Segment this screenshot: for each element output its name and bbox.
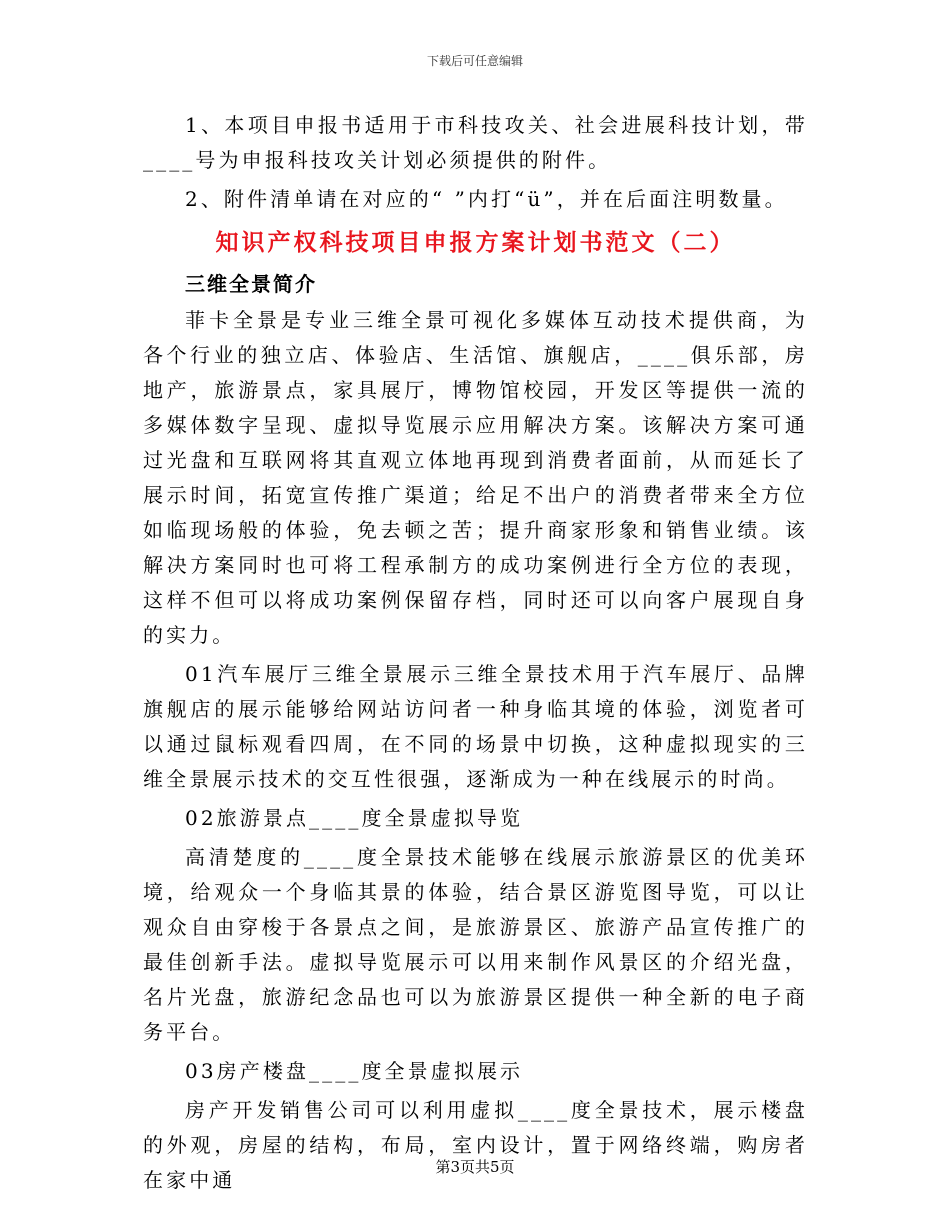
document-body — [143, 108, 808, 1198]
note-1: 1、本项目申报书适用于市科技攻关、社会进展科技计划，带____号为申报科技攻关计划必须提供的附件。 — [143, 113, 808, 172]
paragraph-intro: 菲卡全景是专业三维全景可视化多媒体互动技术提供商，为各个行业的独立店、体验店、生活馆、旗舰店，____俱乐部，房地产，旅游景点，家具展厅，博物馆校园，开发区等提供一流的多媒体数字呈现、虚拟导览展示应用解决方案。该解决方案可通过光盘和互联网将其直观立体地再现到消费者面前，从而延长了展示时间，拓宽宣传推广渠道；给足不出户的消费者带来全方位如临现场般的体验，免去顿之苦；提升商家形象和销售业绩。该解决方案同时也可将工程承制方的成功案例进行全方位的表现，这样不但可以将成功案例保留存档，同时还可以向客户展现自身的实力。 — [143, 308, 808, 647]
page-footer: 第3页共5页 — [435, 1158, 515, 1176]
paragraph-real-estate: 房产开发销售公司可以利用虚拟____度全景技术，展示楼盘的外观，房屋的结构，布局，室内设计，置于网络终端，购房者在家中通 — [143, 1098, 808, 1192]
document-title: 知识产权科技项目申报方案计划书范文（二） — [215, 230, 736, 256]
paragraph-car-showroom: 01汽车展厅三维全景展示三维全景技术用于汽车展厅、品牌旗舰店的展示能够给网站访问者一种身临其境的体验，浏览者可以通过鼠标观看四周，在不同的场景中切换，这种虚拟现实的三维全景展示技术的交互性很强，逐渐成为一种在线展示的时尚。 — [143, 662, 808, 791]
subheading-real-estate: 03房产楼盘____度全景虚拟展示 — [185, 1059, 524, 1083]
section-heading: 三维全景简介 — [185, 272, 317, 296]
subheading-tourism: 02旅游景点____度全景虚拟导览 — [185, 806, 524, 830]
paragraph-tourism: 高清楚度的____度全景技术能够在线展示旅游景区的优美环境，给观众一个身临其景的体验，结合景区游览图导览，可以让观众自由穿梭于各景点之间，是旅游景区、旅游产品宣传推广的最佳创新手法。虚拟导览展示可以用来制作风景区的介绍光盘，名片光盘，旅游纪念品也可以为旅游景区提供一种全新的电子商务平台。 — [143, 845, 808, 1044]
note-2: 2、附件清单请在对应的“ ”内打“ü”，并在后面注明数量。 — [185, 187, 788, 211]
page-header: 下载后可任意编辑 — [426, 54, 523, 68]
